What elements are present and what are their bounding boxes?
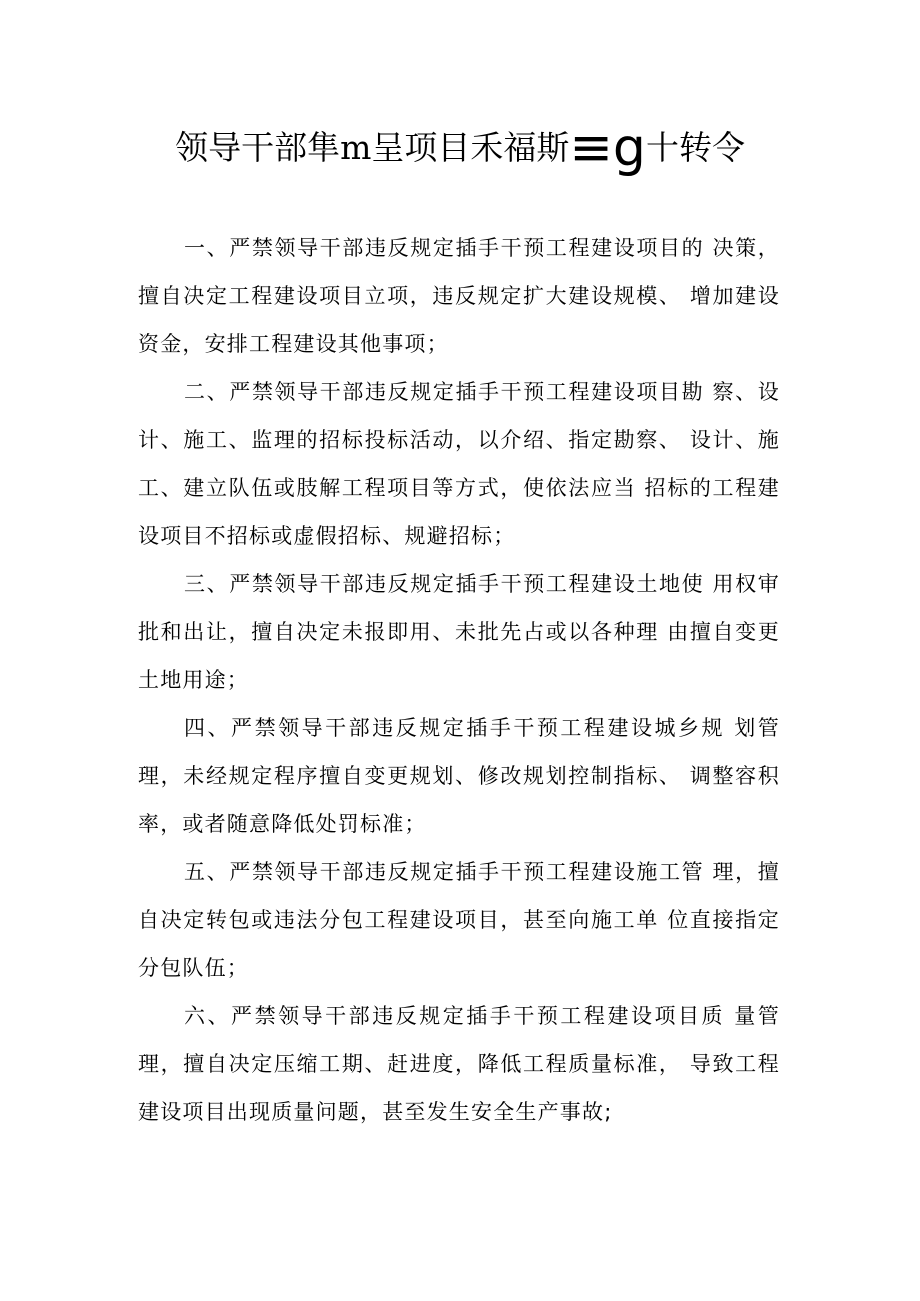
paragraph-4: 四、严禁领导干部违反规定插手干预工程建设城乡规 划管理，未经规定程序擅自变更规划、修改规划控制指标、 调整容积率，或者随意降低处罚标准； [138,716,780,836]
paragraph-6: 六、严禁领导干部违反规定插手干预工程建设项目质 量管理，擅自决定压缩工期、赶进度，降低工程质量标准， 导致工程建设项目出现质量问题，甚至发生安全生产事故; [138,1004,780,1124]
title-glyph: ≡g [569,118,646,178]
paragraph-3: 三、严禁领导干部违反规定插手干预工程建设土地使 用权审批和出让，擅自决定未报即用、未批先占或以各种理 由擅自变更土地用途； [138,572,780,692]
paragraph-1: 一、严禁领导干部违反规定插手干预工程建设项目的 决策，擅自决定工程建设项目立项，违反规定扩大建设规模、 增加建设资金，安排工程建设其他事项； [138,236,780,356]
title-text-part1: 领导干部隼m呈项目禾福斯 [175,128,570,167]
paragraph-2: 二、严禁领导干部违反规定插手干预工程建设项目勘 察、设计、施工、监理的招标投标活动，以介绍、指定勘察、 设计、施工、建立队伍或肢解工程项目等方式，使依法应当 招标的工程建设项目不招标或虚假招标、规避招标； [138,380,780,548]
document-title [0,118,920,178]
title-text-part2: 十转令 [645,128,745,167]
document-body [138,224,780,1136]
paragraph-5: 五、严禁领导干部违反规定插手干预工程建设施工管 理，擅自决定转包或违法分包工程建设项目，甚至向施工单 位直接指定分包队伍； [138,860,780,980]
